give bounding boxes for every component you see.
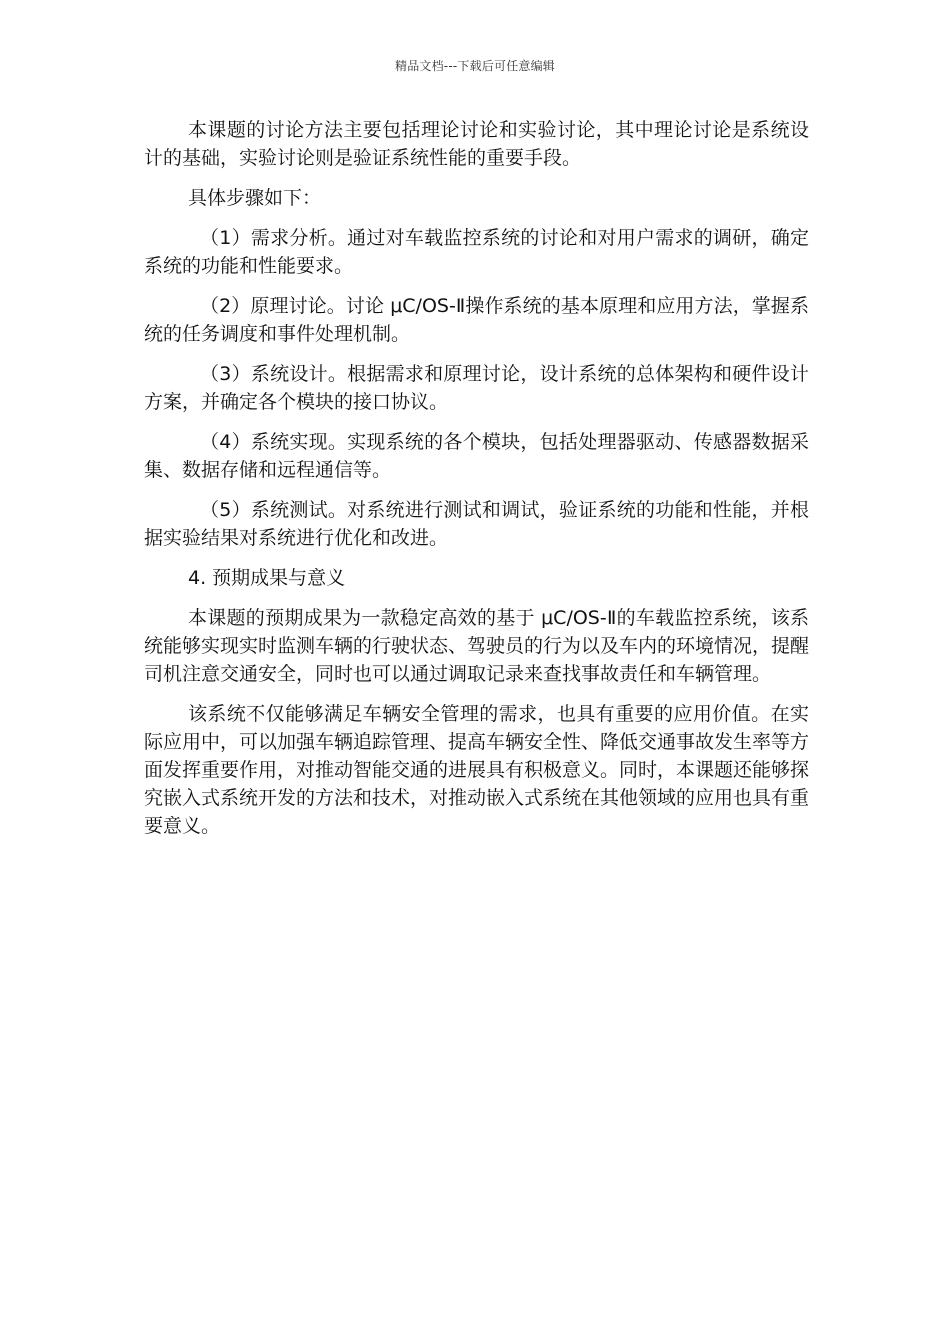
step-item-4: （4）系统实现。实现系统的各个模块，包括处理器驱动、传感器数据采集、数据存储和远程通信等。 — [144, 431, 809, 481]
step-item-5: （5）系统测试。对系统进行测试和调试，验证系统的功能和性能，并根据实验结果对系统进行优化和改进。 — [144, 499, 809, 549]
step-item-1: （1）需求分析。通过对车载监控系统的讨论和对用户需求的调研，确定系统的功能和性能要求。 — [144, 227, 809, 277]
section-heading: 4. 预期成果与意义 — [188, 567, 346, 589]
intro-paragraph: 本课题的讨论方法主要包括理论讨论和实验讨论，其中理论讨论是系统设计的基础，实验讨论则是验证系统性能的重要手段。 — [144, 119, 809, 169]
page-header: 精品文档---下载后可任意编辑 — [395, 59, 555, 73]
result-paragraph: 本课题的预期成果为一款稳定高效的基于 μC/OS-Ⅱ的车载监控系统，该系统能够实现实时监测车辆的行驶状态、驾驶员的行为以及车内的环境情况，提醒司机注意交通安全，同时也可以通过调取记录来查找事故责任和车辆管理。 — [144, 607, 810, 685]
document-body — [144, 116, 809, 852]
step-item-3: （3）系统设计。根据需求和原理讨论，设计系统的总体架构和硬件设计方案，并确定各个模块的接口协议。 — [144, 363, 809, 413]
steps-intro: 具体步骤如下： — [188, 187, 322, 209]
significance-paragraph: 该系统不仅能够满足车辆安全管理的需求，也具有重要的应用价值。在实际应用中，可以加强车辆追踪管理、提高车辆安全性、降低交通事故发生率等方面发挥重要作用，对推动智能交通的进展具有积极意义。同时，本课题还能够探究嵌入式系统开发的方法和技术，对推动嵌入式系统在其他领域的应用也具有重要意义。 — [144, 703, 810, 837]
step-item-2: （2）原理讨论。讨论 μC/OS-Ⅱ操作系统的基本原理和应用方法，掌握系统的任务调度和事件处理机制。 — [144, 295, 809, 345]
